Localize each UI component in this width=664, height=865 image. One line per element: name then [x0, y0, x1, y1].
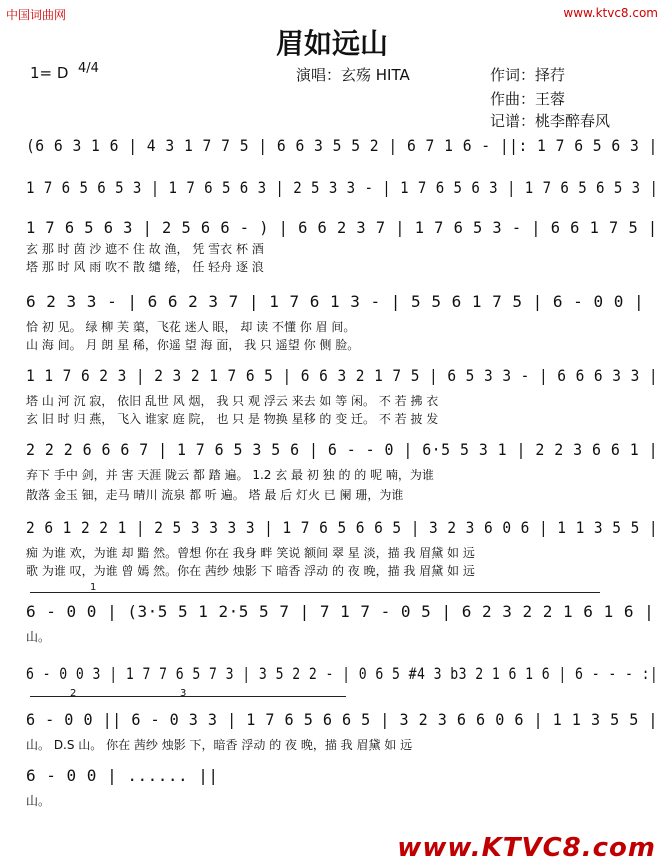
notation-line: 6 - 0 0 3 | 1 7 7 6 5 7 3 | 3 5 2 2 - | 0 6 5 #4 3 b3 2 1 6 1 6 | 6 - - - :|	[26, 664, 659, 683]
composer-credit: 作曲：王蓉	[490, 90, 566, 108]
watermark-top-right: www.ktvc8.com	[563, 6, 658, 20]
singer-credit: 演唱：玄殇 HITA	[296, 66, 410, 84]
watermark-top-left: 中国词曲网	[6, 8, 67, 22]
time-signature: 4/4	[78, 61, 99, 76]
volta-label: 2	[70, 688, 77, 699]
lyric-line: 山。	[26, 630, 51, 644]
key-signature: 1= D	[30, 64, 69, 82]
notation-line: 2 2 2 6 6 6 7 | 1 7 6 5 3 5 6 | 6 - - 0 | 6·5 5 3 1 | 2 2 3 6 6 1 |	[26, 440, 659, 459]
notation-line: 2 6 1 2 2 1 | 2 5 3 3 3 3 | 1 7 6 5 6 6 5 | 3 2 3 6 0 6 | 1 1 3 5 5 |	[26, 518, 659, 537]
lyric-line: 玄 旧 时 归 燕， 飞入 谁家 庭 院， 也 只 是 物换 星移 的 变 迁。 不 若 披 发	[26, 412, 439, 426]
volta-label: 3	[180, 688, 187, 699]
notation-line: 1 1 7 6 2 3 | 2 3 2 1 7 6 5 | 6 6 3 2 1 7 5 | 6 5 3 3 - | 6 6 6 3 3 |	[26, 366, 659, 385]
lyric-line: 痴 为谁 欢，为谁 却 黯 然。曾想 你在 我身 畔 笑说 额间 翠 星 淡，描 我 眉黛 如 远	[26, 546, 475, 560]
lyric-line: 弃下 手中 剑，并 害 天涯 陇云 都 踏 遍。 1.2 玄 最 初 独 的 的 呢 喃，为谁	[26, 468, 434, 482]
notation-line: (6 6 3 1 6 | 4 3 1 7 7 5 | 6 6 3 5 5 2 | 6 7 1 6 - ||: 1 7 6 5 6 3 |	[26, 136, 658, 155]
lyric-line: 山 海 间。 月 朗 星 稀，你遥 望 海 面， 我 只 遥望 你 侧 脸。	[26, 338, 360, 352]
notation-line: 6 - 0 0 || 6 - 0 3 3 | 1 7 6 5 6 6 5 | 3 2 3 6 6 0 6 | 1 1 3 5 5 |	[26, 710, 658, 729]
lyric-line: 塔 山 河 沉 寂， 依旧 乱世 风 烟， 我 只 观 浮云 来去 如 等 闲。 不 若 拂 衣	[26, 394, 439, 408]
transcriber-credit: 记谱：桃李醉春风	[490, 112, 611, 130]
notation-line: 6 - 0 0 | (3·5 5 1 2·5 5 7 | 7 1 7 - 0 5 | 6 2 3 2 2 1 6 1 6 |	[26, 602, 655, 621]
volta-label: 1	[90, 582, 97, 593]
lyricist-credit: 作词：择荇	[490, 66, 566, 84]
watermark-bottom-right: www.KTVC8.com	[397, 833, 656, 863]
song-title: 眉如远山	[275, 27, 388, 60]
notation-line: 6 - 0 0 | ...... ||	[26, 766, 219, 785]
lyric-line: 歌 为谁 叹，为谁 曾 嫣 然。你在 茜纱 烛影 下 暗香 浮动 的 夜 晚，描 我 眉黛 如 远	[26, 564, 475, 578]
volta-bracket	[30, 696, 346, 697]
lyric-line: 山。	[26, 794, 51, 808]
notation-line: 1 7 6 5 6 3 | 2 5 6 6 - ) | 6 6 2 3 7 | 1 7 6 5 3 - | 6 6 1 7 5 |	[26, 218, 658, 237]
lyric-line: 散落 金玉 钿，走马 晴川 流泉 都 听 遍。 塔 最 后 灯火 已 阑 珊，为谁	[26, 488, 404, 502]
lyric-line: 塔 那 时 风 雨 吹不 散 缱 绻， 任 轻舟 逐 浪	[26, 260, 264, 274]
volta-bracket	[30, 592, 600, 593]
lyric-line: 山。 D.S 山。 你在 茜纱 烛影 下，暗香 浮动 的 夜 晚，描 我 眉黛 如 远	[26, 738, 413, 752]
notation-line: 1 7 6 5 6 5 3 | 1 7 6 5 6 3 | 2 5 3 3 - | 1 7 6 5 6 3 | 1 7 6 5 6 5 3 |	[26, 178, 659, 197]
lyric-line: 玄 那 时 茵 沙 遮不 住 故 渔， 凭 雪衣 杯 酒	[26, 242, 264, 256]
notation-line: 6 2 3 3 - | 6 6 2 3 7 | 1 7 6 1 3 - | 5 5 6 1 7 5 | 6 - 0 0 |	[26, 292, 645, 311]
lyric-line: 恰 初 见。 绿 柳 芙 蕖，飞花 迷人 眼， 却 读 不懂 你 眉 间。	[26, 320, 356, 334]
